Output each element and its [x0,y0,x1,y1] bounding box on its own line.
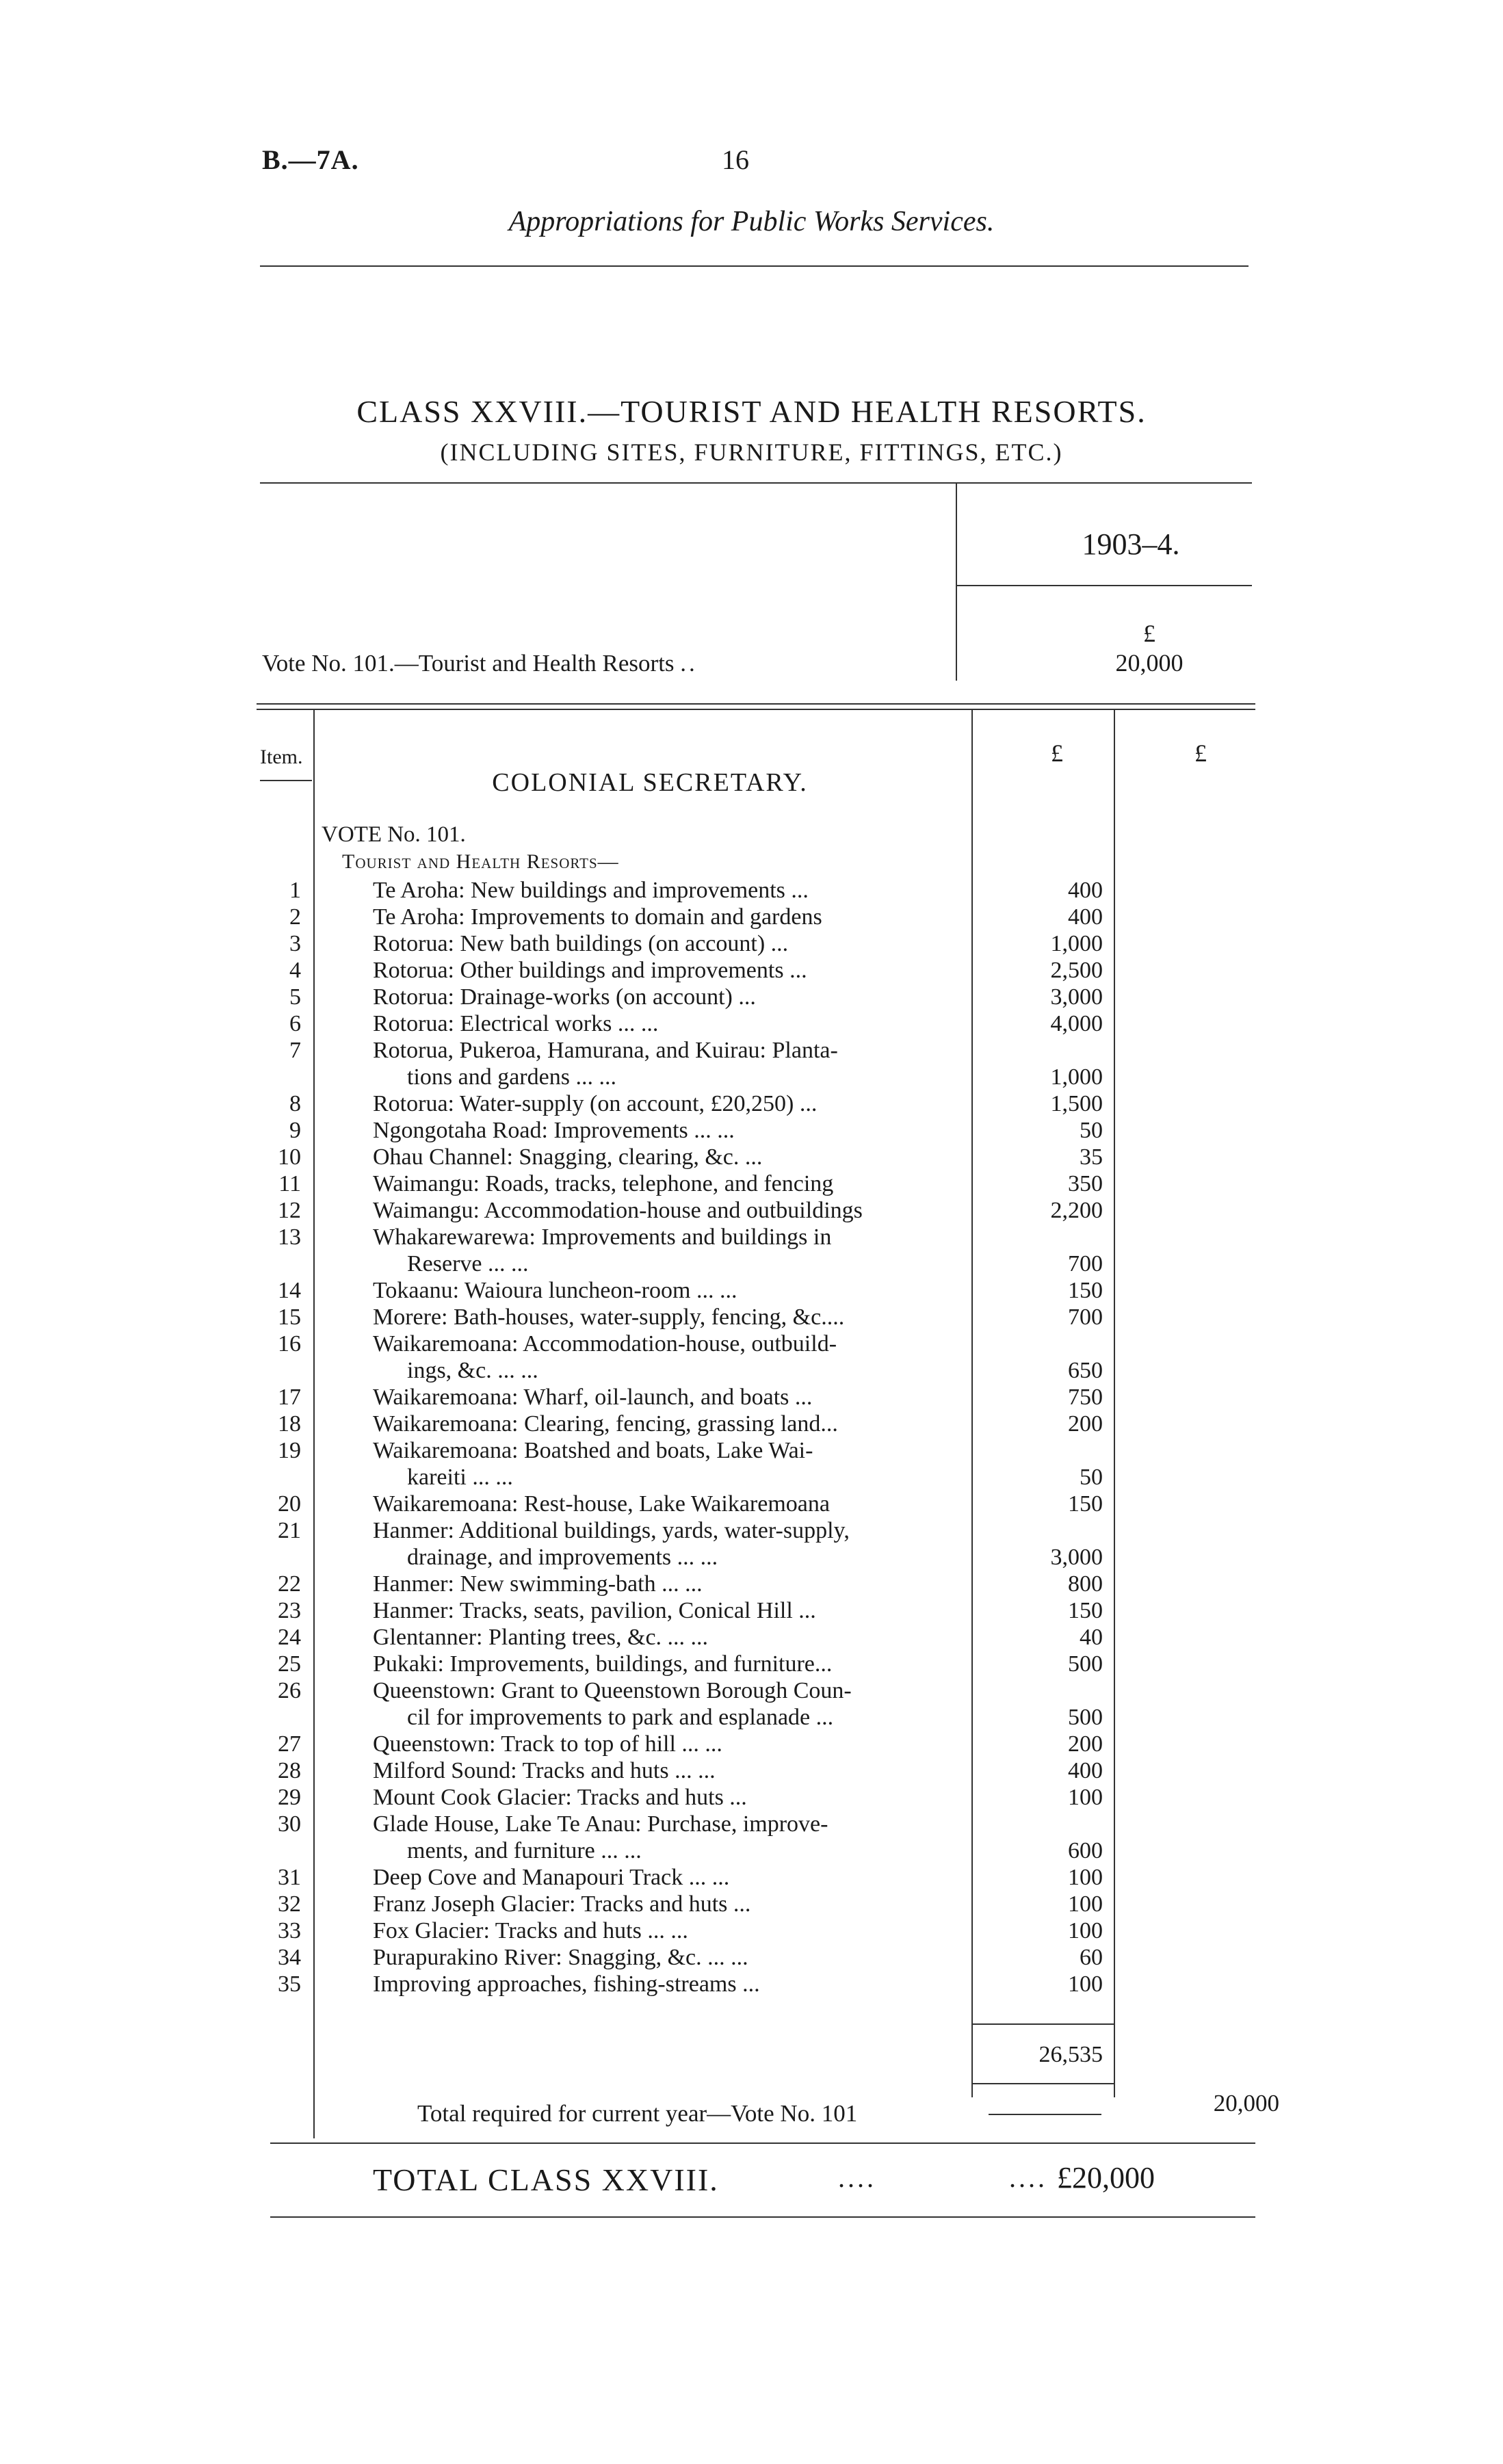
item-description [373,1384,975,1411]
item-number: 3 [289,931,301,956]
item-description [373,1731,975,1757]
item-amount: 1,000 [1050,931,1103,956]
grand-total-top-rule [270,2142,1255,2144]
item-description-line: Rotorua, Pukeroa, Hamurana, and Kuirau: Planta- [373,1038,838,1063]
summary-currency: £ [1143,620,1155,647]
item-description-line: Deep Cove and Manapouri Track ... ... [373,1865,730,1890]
item-amount: 50 [1080,1465,1103,1490]
item-number: 10 [278,1144,301,1170]
item-amount: 400 [1068,878,1103,903]
year-label: 1903–4. [1082,527,1180,561]
item-description [373,1144,975,1170]
item-amount: 700 [1068,1305,1103,1330]
item-description-line: Milford Sound: Tracks and huts ... ... [373,1758,716,1783]
item-description-line: Franz Joseph Glacier: Tracks and huts ... [373,1891,751,1917]
item-description-line: Queenstown: Track to top of hill ... ... [373,1731,722,1757]
item-amount: 400 [1068,904,1103,930]
item-amount: 100 [1068,1785,1103,1810]
item-description-line: Ohau Channel: Snagging, clearing, &c. ... [373,1144,763,1170]
item-number: 12 [278,1198,301,1223]
item-description-line: Rotorua: Other buildings and improvements ... [373,958,807,983]
item-description-line: Te Aroha: New buildings and improvements ... [373,878,809,903]
item-description [373,1944,975,1971]
summary-column-rule [956,482,957,681]
item-description-line: Rotorua: Electrical works ... ... [373,1011,659,1036]
item-description [373,1437,975,1491]
item-description-line: Morere: Bath-houses, water-supply, fencing, &c.... [373,1305,845,1330]
item-number: 4 [289,958,301,983]
item-number: 14 [278,1278,301,1303]
vote-subheading: Tourist and Health Resorts— [342,850,619,873]
summary-dots: .. [680,650,698,677]
item-number: 24 [278,1625,301,1650]
item-number: 8 [289,1091,301,1116]
item-description-line: Tokaanu: Waioura luncheon-room ... ... [373,1278,737,1303]
item-amount: 1,500 [1050,1091,1103,1116]
item-number: 29 [278,1785,301,1810]
item-description-line: Waikaremoana: Clearing, fencing, grassing land... [373,1411,838,1437]
item-description [373,1971,975,1997]
class-title: CLASS XXVIII.—TOURIST AND HEALTH RESORTS. [356,394,1147,429]
item-number: 1 [289,878,301,903]
item-number: 11 [278,1171,301,1196]
item-amount: 150 [1068,1278,1103,1303]
item-number: 25 [278,1651,301,1677]
item-description-continuation: kareiti ... ... [407,1465,513,1490]
item-description-line: Rotorua: Drainage-works (on account) ... [373,984,756,1010]
grand-total-bottom-rule [270,2216,1255,2218]
item-number: 2 [289,904,301,930]
item-number: 13 [278,1224,301,1250]
subtotal-underline [973,2083,1114,2084]
item-description-continuation: ments, and furniture ... ... [407,1838,642,1863]
item-description [373,1197,975,1224]
item-description-line: Hanmer: Additional buildings, yards, water-supply, [373,1518,850,1543]
item-amount: 800 [1068,1571,1103,1597]
grand-total-dots: .... [838,2162,876,2193]
item-description [373,1651,975,1677]
item-description [373,1224,975,1277]
item-description [373,1597,975,1624]
grand-total-label: TOTAL CLASS XXVIII. [373,2162,719,2197]
item-description-line: Whakarewarewa: Improvements and buildings in [373,1224,832,1250]
item-description-line: Hanmer: Tracks, seats, pavilion, Conical Hill ... [373,1598,816,1623]
year-underline [956,585,1252,586]
item-description-line: Waikaremoana: Rest-house, Lake Waikaremoana [373,1491,830,1517]
total-column-currency: £ [1194,739,1207,767]
item-description [373,957,975,984]
item-number: 21 [278,1518,301,1543]
item-description [373,1037,975,1090]
summary-top-rule [260,482,1252,484]
item-amount: 700 [1068,1251,1103,1276]
amount-column-currency: £ [1051,739,1063,767]
item-amount: 100 [1068,1918,1103,1943]
item-description [373,1891,975,1917]
item-number: 16 [278,1331,301,1356]
item-amount: 40 [1080,1625,1103,1650]
item-amount: 750 [1068,1385,1103,1410]
item-number: 9 [289,1118,301,1143]
item-amount: 100 [1068,1971,1103,1997]
item-number: 15 [278,1305,301,1330]
item-description-line: Waimangu: Roads, tracks, telephone, and fencing [373,1171,834,1196]
item-description-line: Glentanner: Planting trees, &c. ... ... [373,1625,709,1650]
amount-column-rule-mid [1114,709,1115,2097]
item-number: 18 [278,1411,301,1437]
item-amount: 200 [1068,1731,1103,1757]
item-description [373,1917,975,1944]
item-amount: 2,500 [1050,958,1103,983]
item-amount: 650 [1068,1358,1103,1383]
item-description [373,984,975,1010]
item-number: 6 [289,1011,301,1036]
item-description-line: Purapurakino River: Snagging, &c. ... ... [373,1945,748,1970]
item-number: 33 [278,1918,301,1943]
grand-total-amount: £20,000 [1057,2161,1155,2194]
item-description [373,1517,975,1571]
grand-total-dots: .... [1009,2162,1047,2193]
item-number: 20 [278,1491,301,1517]
item-description-line: Rotorua: New bath buildings (on account) ... [373,931,789,956]
total-dash [989,2114,1101,2115]
item-description [373,1411,975,1437]
item-description [373,1117,975,1144]
item-amount: 600 [1068,1838,1103,1863]
item-amount: 200 [1068,1411,1103,1437]
item-number: 26 [278,1678,301,1703]
item-number: 28 [278,1758,301,1783]
item-description-line: Waikaremoana: Wharf, oil-launch, and boats ... [373,1385,813,1410]
item-description [373,1624,975,1651]
item-description [373,1331,975,1384]
item-number: 17 [278,1385,301,1410]
item-number: 19 [278,1438,301,1463]
item-number: 34 [278,1945,301,1970]
item-description-continuation: tions and gardens ... ... [407,1064,616,1090]
item-number: 30 [278,1811,301,1837]
item-amount: 2,200 [1050,1198,1103,1223]
item-amount: 60 [1080,1945,1103,1970]
item-description [373,1304,975,1331]
item-number: 22 [278,1571,301,1597]
item-description [373,1864,975,1891]
item-description-line: Waimangu: Accommodation-house and outbuildings [373,1198,863,1223]
item-amount: 150 [1068,1598,1103,1623]
item-description-line: Hanmer: New swimming-bath ... ... [373,1571,703,1597]
item-number: 27 [278,1731,301,1757]
department-title: COLONIAL SECRETARY. [492,768,808,797]
item-amount: 350 [1068,1171,1103,1196]
item-amount: 50 [1080,1118,1103,1143]
item-amount: 100 [1068,1891,1103,1917]
item-description-line: Te Aroha: Improvements to domain and gardens [373,904,822,930]
item-amount: 35 [1080,1144,1103,1170]
item-description [373,1010,975,1037]
table-top-rule [257,703,1255,705]
running-title: Appropriations for Public Works Services. [508,206,995,237]
class-subtitle: (INCLUDING SITES, FURNITURE, FITTINGS, ETC.) [440,438,1063,466]
item-description-continuation: Reserve ... ... [407,1251,529,1276]
item-column-header: Item. [260,746,303,768]
item-amount: 3,000 [1050,1545,1103,1570]
item-amount: 500 [1068,1651,1103,1677]
item-number: 32 [278,1891,301,1917]
item-description [373,1170,975,1197]
item-amount: 500 [1068,1705,1103,1730]
total-required-label: Total required for current year—Vote No. 101 [417,2100,858,2127]
item-amount: 400 [1068,1758,1103,1783]
item-description [373,930,975,957]
summary-vote-text: Vote No. 101.—Tourist and Health Resorts [262,650,675,677]
item-description-line: Improving approaches, fishing-streams ... [373,1971,760,1997]
subtotal-amount: 26,535 [1038,2042,1103,2067]
header-rule [260,265,1249,267]
item-description [373,1571,975,1597]
item-description-line: Ngongotaha Road: Improvements ... ... [373,1118,735,1143]
item-description-line: Waikaremoana: Accommodation-house, outbuild- [373,1331,837,1356]
item-description [373,1757,975,1784]
total-required-amount: 20,000 [1213,2090,1279,2116]
item-amount: 150 [1068,1491,1103,1517]
item-description-line: Glade House, Lake Te Anau: Purchase, improve- [373,1811,828,1837]
item-description-line: Mount Cook Glacier: Tracks and huts ... [373,1785,747,1810]
vote-heading: VOTE No. 101. [322,822,466,847]
summary-vote-label [262,650,698,677]
item-description-continuation: ings, &c. ... ... [407,1358,538,1383]
item-description [373,1677,975,1731]
item-amount: 4,000 [1050,1011,1103,1036]
table-top-rule-inner [257,709,1255,710]
item-description [373,1811,975,1864]
item-description-line: Pukaki: Improvements, buildings, and furniture... [373,1651,833,1677]
item-description [373,1277,975,1304]
item-description [373,1090,975,1117]
item-column-rule [313,709,315,2138]
item-number: 7 [289,1038,301,1063]
page-number: 16 [722,144,749,175]
item-number: 31 [278,1865,301,1890]
item-header-underline [260,780,312,781]
item-description-line: Queenstown: Grant to Queenstown Borough Coun- [373,1678,852,1703]
item-number: 5 [289,984,301,1010]
item-description-continuation: cil for improvements to park and esplanade ... [407,1705,834,1730]
item-amount: 1,000 [1050,1064,1103,1090]
item-description [373,877,975,904]
item-description-line: Fox Glacier: Tracks and huts ... ... [373,1918,688,1943]
subtotal-rule [973,2023,1114,2025]
document-code: B.—7A. [262,144,359,175]
item-description-line: Waikaremoana: Boatshed and boats, Lake Wai- [373,1438,813,1463]
item-description [373,904,975,930]
item-amount: 3,000 [1050,984,1103,1010]
item-description-continuation: drainage, and improvements ... ... [407,1545,718,1570]
item-amount: 100 [1068,1865,1103,1890]
item-description [373,1491,975,1517]
item-description-line: Rotorua: Water-supply (on account, £20,250) ... [373,1091,818,1116]
item-number: 23 [278,1598,301,1623]
item-description [373,1784,975,1811]
summary-amount: 20,000 [1115,649,1184,677]
item-number: 35 [278,1971,301,1997]
